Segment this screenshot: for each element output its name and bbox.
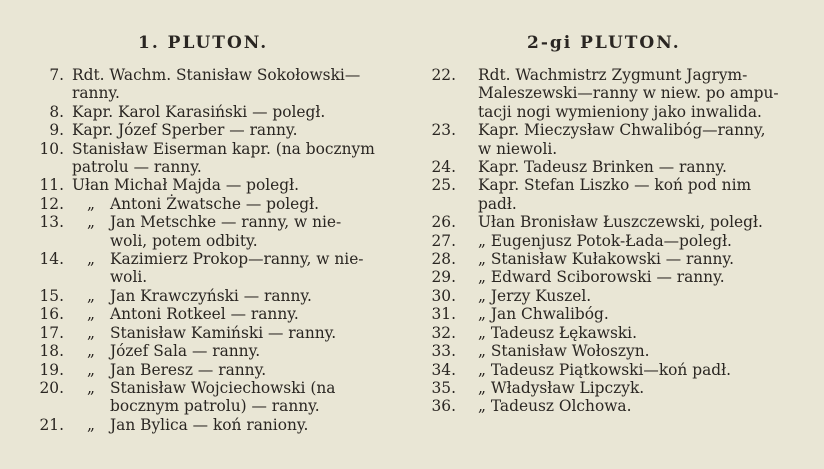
entry-number: 27. bbox=[431, 231, 456, 250]
ditto-mark: „ bbox=[87, 360, 95, 379]
entry-text bbox=[110, 213, 400, 250]
entry-text bbox=[110, 195, 400, 213]
entry-line: Ułan Michał Majda — poległ. bbox=[72, 176, 300, 195]
entry-line: w niewoli. bbox=[478, 139, 558, 158]
entry-line: „ Eugenjusz Potok-Łada—poległ. bbox=[478, 231, 732, 250]
entry-number: 25. bbox=[431, 176, 456, 195]
entry-text bbox=[110, 324, 400, 342]
roster-entry bbox=[20, 361, 400, 379]
roster-entry bbox=[424, 342, 814, 360]
entry-number: 10. bbox=[39, 139, 64, 158]
entry-text bbox=[464, 305, 814, 323]
entry-line: Kapr. Mieczysław Chwalibóg—ranny, bbox=[478, 121, 766, 140]
entry-text bbox=[72, 121, 400, 139]
entry-number: 28. bbox=[431, 250, 456, 269]
entry-line: „ Tadeusz Olchowa. bbox=[478, 397, 632, 416]
entry-line: Rdt. Wachm. Stanisław Sokołowski— bbox=[72, 66, 361, 84]
roster-entry bbox=[424, 176, 814, 213]
platoon-2-list bbox=[424, 66, 814, 416]
ditto-mark: „ bbox=[87, 323, 95, 342]
entry-text bbox=[464, 361, 814, 379]
roster-entry bbox=[424, 232, 814, 250]
entry-text bbox=[72, 103, 400, 121]
platoon-1-heading: 1. PLUTON. bbox=[138, 33, 269, 53]
entry-text bbox=[464, 66, 814, 121]
entry-number: 15. bbox=[39, 286, 64, 305]
roster-entry bbox=[424, 158, 814, 176]
roster-entry bbox=[20, 140, 400, 177]
roster-entry bbox=[424, 287, 814, 305]
platoon-1-list bbox=[20, 66, 400, 434]
entry-text bbox=[464, 379, 814, 397]
entry-line: „ Tadeusz Łękawski. bbox=[478, 323, 638, 342]
roster-entry bbox=[424, 268, 814, 286]
entry-number: 24. bbox=[431, 158, 456, 177]
entry-line: woli. bbox=[110, 268, 148, 287]
entry-line: Stanisław Kamiński — ranny. bbox=[110, 323, 337, 342]
roster-entry bbox=[424, 379, 814, 397]
entry-line: Antoni Żwatsche — poległ. bbox=[110, 194, 320, 213]
roster-entry bbox=[424, 250, 814, 268]
ditto-mark: „ bbox=[87, 378, 95, 397]
roster-entry bbox=[20, 416, 400, 434]
entry-text bbox=[110, 379, 400, 416]
entry-line: ranny. bbox=[72, 84, 120, 103]
entry-line: Kapr. Karol Karasiński — poległ. bbox=[72, 102, 326, 121]
roster-entry bbox=[424, 305, 814, 323]
entry-text bbox=[464, 342, 814, 360]
entry-line: padł. bbox=[478, 194, 517, 213]
entry-text bbox=[110, 250, 400, 287]
entry-number: 17. bbox=[39, 323, 64, 342]
roster-entry bbox=[20, 195, 400, 213]
roster-entry bbox=[424, 397, 814, 415]
entry-line: Stanisław Eiserman kapr. (na bocznym bbox=[72, 139, 375, 158]
entry-number: 31. bbox=[431, 305, 456, 324]
entry-text bbox=[110, 342, 400, 360]
entry-number: 12. bbox=[39, 194, 64, 213]
entry-number: 13. bbox=[39, 213, 64, 232]
entry-number: 14. bbox=[39, 250, 64, 269]
roster-entry bbox=[424, 121, 814, 158]
entry-line: Antoni Rotkeel — ranny. bbox=[110, 305, 299, 324]
entry-line: Maleszewski—ranny w niew. po ampu- bbox=[478, 84, 779, 103]
roster-entry bbox=[20, 305, 400, 323]
roster-entry bbox=[20, 103, 400, 121]
entry-number: 19. bbox=[39, 360, 64, 379]
entry-text bbox=[72, 66, 400, 103]
entry-number: 33. bbox=[431, 342, 456, 361]
entry-number: 18. bbox=[39, 342, 64, 361]
entry-text bbox=[464, 213, 814, 231]
entry-text bbox=[464, 268, 814, 286]
entry-number: 9. bbox=[49, 121, 64, 140]
entry-line: „ Jerzy Kuszel. bbox=[478, 286, 592, 305]
entry-line: Kazimierz Prokop—ranny, w nie- bbox=[110, 250, 364, 269]
ditto-mark: „ bbox=[87, 305, 95, 324]
entry-text bbox=[110, 416, 400, 434]
entry-line: Jan Krawczyński — ranny. bbox=[110, 286, 312, 305]
entry-line: Józef Sala — ranny. bbox=[110, 342, 261, 361]
entry-text bbox=[464, 176, 814, 213]
entry-number: 16. bbox=[39, 305, 64, 324]
entry-text bbox=[464, 232, 814, 250]
entry-line: bocznym patrolu) — ranny. bbox=[110, 397, 320, 416]
entry-line: Kapr. Tadeusz Brinken — ranny. bbox=[478, 158, 727, 177]
roster-entry bbox=[20, 324, 400, 342]
entry-number: 20. bbox=[39, 378, 64, 397]
entry-line: patrolu — ranny. bbox=[72, 158, 202, 177]
roster-entry bbox=[20, 66, 400, 103]
ditto-mark: „ bbox=[87, 213, 95, 232]
entry-line: „ Edward Sciborowski — ranny. bbox=[478, 268, 725, 287]
entry-number: 7. bbox=[49, 66, 64, 84]
ditto-mark: „ bbox=[87, 250, 95, 269]
entry-text bbox=[464, 250, 814, 268]
entry-line: „ Jan Chwalibóg. bbox=[478, 305, 609, 324]
entry-text bbox=[72, 140, 400, 177]
entry-line: „ Stanisław Kułakowski — ranny. bbox=[478, 250, 734, 269]
entry-text bbox=[464, 397, 814, 415]
entry-text bbox=[110, 287, 400, 305]
entry-line: Kapr. Stefan Liszko — koń pod nim bbox=[478, 176, 752, 195]
roster-entry bbox=[424, 324, 814, 342]
entry-number: 22. bbox=[431, 66, 456, 84]
roster-entry bbox=[20, 121, 400, 139]
entry-line: „ Władysław Lipczyk. bbox=[478, 378, 645, 397]
entry-line: Kapr. Józef Sperber — ranny. bbox=[72, 121, 298, 140]
roster-entry bbox=[20, 287, 400, 305]
entry-number: 30. bbox=[431, 286, 456, 305]
ditto-mark: „ bbox=[87, 286, 95, 305]
entry-number: 35. bbox=[431, 378, 456, 397]
entry-number: 23. bbox=[431, 121, 456, 140]
entry-number: 32. bbox=[431, 323, 456, 342]
entry-number: 11. bbox=[39, 176, 64, 195]
entry-text bbox=[110, 361, 400, 379]
entry-number: 36. bbox=[431, 397, 456, 416]
entry-line: Jan Bylica — koń raniony. bbox=[110, 415, 309, 434]
entry-number: 21. bbox=[39, 415, 64, 434]
entry-line: tacji nogi wymieniony jako inwalida. bbox=[478, 102, 762, 121]
entry-number: 26. bbox=[431, 213, 456, 232]
entry-line: „ Tadeusz Piątkowski—koń padł. bbox=[478, 360, 731, 379]
roster-entry bbox=[20, 342, 400, 360]
entry-line: Stanisław Wojciechowski (na bbox=[110, 378, 336, 397]
entry-text bbox=[464, 287, 814, 305]
entry-number: 29. bbox=[431, 268, 456, 287]
entry-line: Ułan Bronisław Łuszczewski, poległ. bbox=[478, 213, 763, 232]
roster-entry bbox=[20, 176, 400, 194]
entry-line: woli, potem odbity. bbox=[110, 231, 258, 250]
roster-entry bbox=[20, 379, 400, 416]
entry-line: Rdt. Wachmistrz Zygmunt Jagrym- bbox=[478, 66, 748, 84]
entry-text bbox=[110, 305, 400, 323]
entry-text bbox=[464, 158, 814, 176]
platoon-2-heading: 2-gi PLUTON. bbox=[527, 33, 681, 53]
roster-entry bbox=[424, 213, 814, 231]
entry-line: Jan Metschke — ranny, w nie- bbox=[110, 213, 342, 232]
entry-number: 34. bbox=[431, 360, 456, 379]
roster-entry bbox=[20, 213, 400, 250]
entry-number: 8. bbox=[49, 102, 64, 121]
ditto-mark: „ bbox=[87, 194, 95, 213]
entry-line: Jan Beresz — ranny. bbox=[110, 360, 267, 379]
roster-entry bbox=[424, 361, 814, 379]
roster-entry bbox=[424, 66, 814, 121]
entry-text bbox=[464, 121, 814, 158]
entry-line: „ Stanisław Wołoszyn. bbox=[478, 342, 650, 361]
roster-entry bbox=[20, 250, 400, 287]
ditto-mark: „ bbox=[87, 415, 95, 434]
entry-text bbox=[464, 324, 814, 342]
entry-text bbox=[72, 176, 400, 194]
ditto-mark: „ bbox=[87, 342, 95, 361]
